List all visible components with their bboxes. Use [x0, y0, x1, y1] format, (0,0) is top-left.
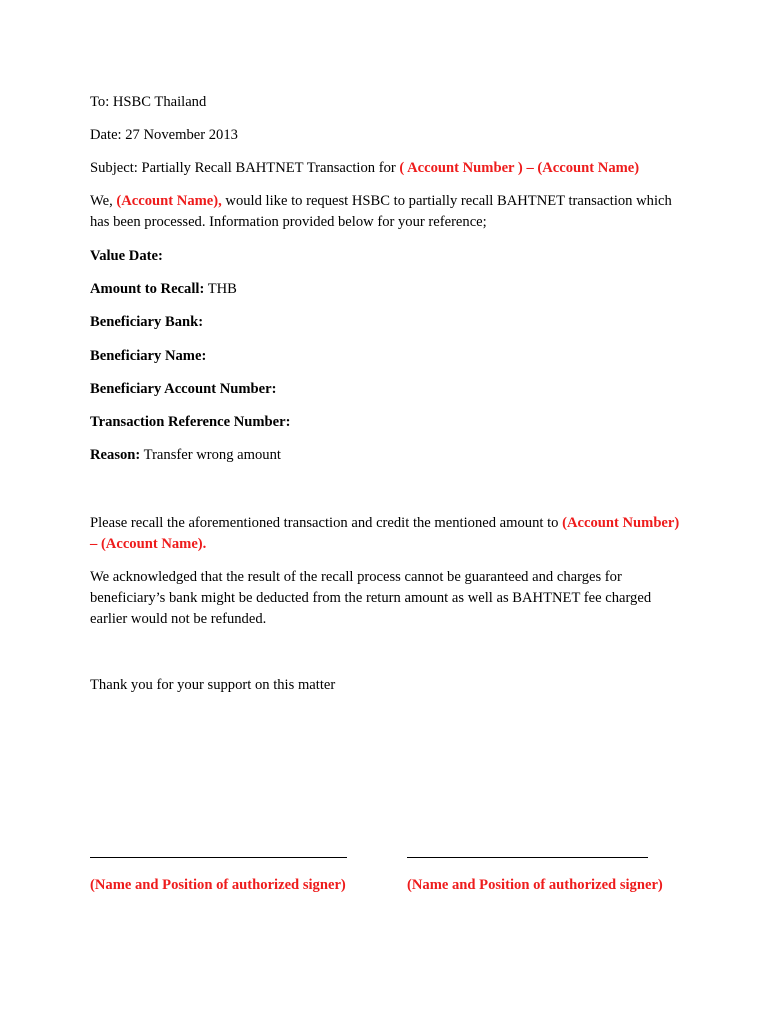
recall-end: . — [202, 536, 207, 552]
field-reason — [90, 445, 281, 466]
subject-account-name: (Account Name) — [537, 160, 640, 176]
acknowledge-paragraph: We acknowledged that the result of the recall process cannot be guaranteed and charges for beneficiary’s bank might be deducted from the return amount as well as BAHTNET fee charged earlier would not be refunded. — [90, 569, 652, 627]
subject-line — [90, 158, 639, 179]
subject-prefix: Subject: Partially Recall BAHTNET Transaction for — [90, 160, 396, 176]
recall-account: (Account Number) – (Account Name) — [90, 515, 680, 552]
signer-caption-left: (Name and Position of authorized signer) — [90, 877, 346, 893]
field-beneficiary-name — [90, 346, 206, 367]
subject-account-number: ( Account Number ) — [399, 160, 523, 176]
field-label: Amount to Recall: — [90, 281, 205, 297]
intro-paragraph — [90, 191, 690, 233]
date-line: Date: 27 November 2013 — [90, 127, 238, 143]
field-label: Beneficiary Account Number: — [90, 381, 277, 397]
intro-we: We, — [90, 193, 113, 209]
signature-line-right — [407, 857, 648, 858]
thanks-line: Thank you for your support on this matter — [90, 677, 336, 693]
field-value-date — [90, 246, 163, 267]
field-label: Transaction Reference Number: — [90, 414, 291, 430]
recipient-line: To: HSBC Thailand — [90, 94, 207, 110]
field-value: Transfer wrong amount — [143, 447, 281, 463]
signer-caption-right: (Name and Position of authorized signer) — [407, 877, 663, 893]
recall-paragraph — [90, 513, 690, 555]
field-label: Beneficiary Bank: — [90, 314, 204, 330]
field-label: Reason: — [90, 447, 141, 463]
recall-text: Please recall the aforementioned transaction and credit the mentioned amount to — [90, 515, 559, 531]
intro-text: would like to request HSBC to partially recall BAHTNET transaction which has been processed. Information provided below for your reference; — [90, 193, 672, 230]
subject-dash: – — [526, 160, 534, 176]
field-transaction-reference-number — [90, 412, 290, 433]
intro-account-name: (Account Name), — [116, 193, 222, 209]
field-amount-to-recall — [90, 279, 237, 300]
field-value: THB — [207, 281, 237, 297]
field-beneficiary-account-number — [90, 379, 276, 400]
field-label: Value Date: — [90, 248, 163, 264]
signature-line-left — [90, 857, 347, 858]
field-label: Beneficiary Name: — [90, 348, 207, 364]
field-beneficiary-bank — [90, 312, 203, 333]
